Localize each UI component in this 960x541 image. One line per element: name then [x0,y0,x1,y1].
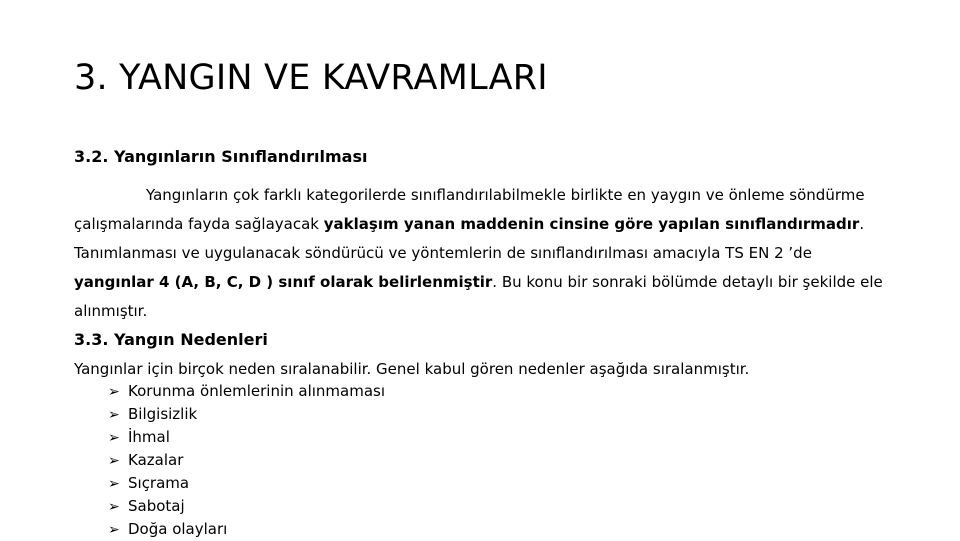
paragraph-line [74,268,894,297]
paragraph-line [74,210,894,239]
list-item [108,449,385,472]
section-heading-causes: 3.3. Yangın Nedenleri [74,330,268,349]
arrow-right-icon: ➢ [108,476,120,492]
list-item [108,495,385,518]
arrow-right-icon: ➢ [108,522,120,538]
paragraph-text: çalışmalarında fayda sağlayacak [74,215,324,233]
list-item [108,426,385,449]
list-item-label: İhmal [128,428,170,446]
list-item-label: Kazalar [128,451,184,469]
list-item-label: Sıçrama [128,474,190,492]
list-item-label: Korunma önlemlerinin alınmaması [128,382,386,400]
arrow-right-icon: ➢ [108,453,120,469]
section-heading-classification: 3.2. Yangınların Sınıflandırılması [74,147,368,166]
paragraph-bold-text: yangınlar 4 (A, B, C, D ) sınıf olarak belirlenmiştir [74,273,493,291]
list-item [108,472,385,495]
arrow-right-icon: ➢ [108,430,120,446]
paragraph-line: Yangınların çok farklı kategorilerde sınıflandırılabilmekle birlikte en yaygın ve önleme söndürme [146,186,865,204]
paragraph-text: . Bu konu bir sonraki bölümde detaylı bir şekilde ele [492,273,883,291]
list-item-label: Sabotaj [128,497,185,515]
list-item-label: Doğa olayları [128,520,228,538]
classification-paragraph [74,181,894,326]
list-item [108,403,385,426]
arrow-right-icon: ➢ [108,407,120,423]
arrow-right-icon: ➢ [108,499,120,515]
slide-title: 3. YANGIN VE KAVRAMLARI [74,58,548,98]
arrow-right-icon: ➢ [108,384,120,400]
paragraph-line: Tanımlanması ve uygulanacak söndürücü ve yöntemlerin de sınıflandırılması amacıyla TS EN 2 ’de [74,244,812,262]
list-item [108,380,385,403]
paragraph-text: . [859,215,865,233]
causes-list [108,380,385,541]
causes-intro: Yangınlar için birçok neden sıralanabilir. Genel kabul gören nedenler aşağıda sıralanmıştır. [74,360,750,378]
paragraph-line: alınmıştır. [74,302,148,320]
list-item-label: Bilgisizlik [128,405,198,423]
list-item [108,518,385,541]
paragraph-bold-text: yaklaşım yanan maddenin cinsine göre yapılan sınıflandırmadır [323,215,860,233]
